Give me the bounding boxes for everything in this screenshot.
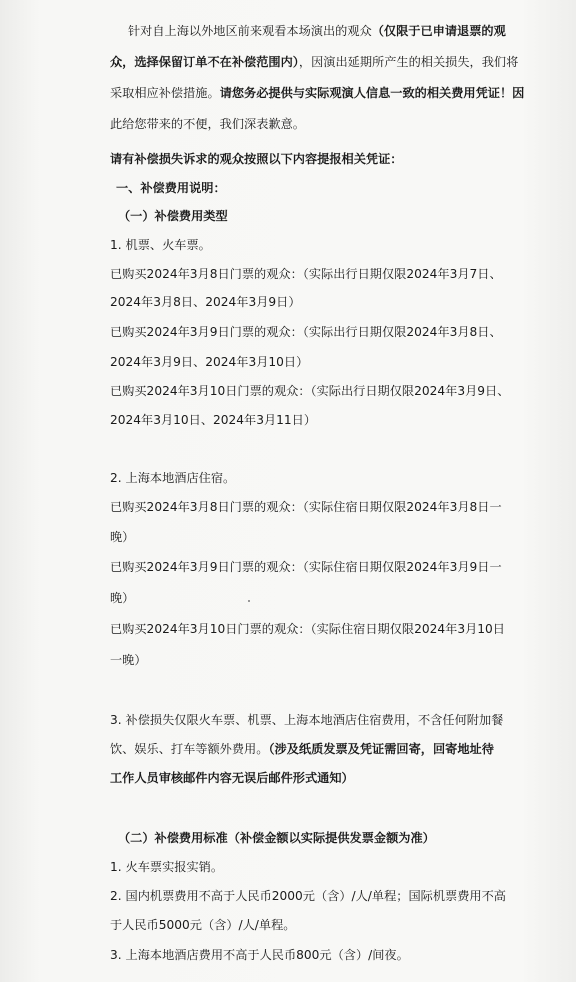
intro-bold-text: 众，选择保留订单不在补偿范围内） (110, 55, 299, 69)
intro-text: 采取相应补偿措施。 (110, 86, 220, 100)
item-1-row-1b: 2024年3月8日、2024年3月9日） (110, 295, 301, 309)
standard-2-line-2: 于人民币5000元（含）/人/单程。 (110, 918, 296, 932)
item-2-title: 2. 上海本地酒店住宿。 (110, 471, 236, 485)
item-1-row-2b: 2024年3月9日、2024年3月10日） (110, 355, 309, 369)
item-3-line-1: 3. 补偿损失仅限火车票、机票、上海本地酒店住宿费用，不含任何附加餐 (110, 713, 504, 727)
item-2-row-2a: 已购买2024年3月9日门票的观众：（实际住宿日期仅限2024年3月9日一 (110, 560, 502, 574)
subsection-1-title: （一）补偿费用类型 (118, 209, 228, 223)
subsection-2-title (118, 829, 568, 847)
standard-2-line-1: 2. 国内机票费用不高于人民币2000元（含）/人/单程；国际机票费用不高 (110, 889, 506, 903)
request-line: 请有补偿损失诉求的观众按照以下内容提报相关凭证： (110, 152, 403, 166)
item-2-row-1b: 晚） (110, 530, 135, 544)
intro-line-3 (110, 84, 560, 102)
intro-text: 针对自上海以外地区前来观看本场演出的观众 (128, 24, 372, 38)
item-2-row-1a: 已购买2024年3月8日门票的观众：（实际住宿日期仅限2024年3月8日一 (110, 500, 502, 514)
intro-text: ，因演出延期所产生的相关损失，我们将 (298, 55, 519, 69)
intro-line-1 (128, 22, 576, 40)
item-1-row-1a: 已购买2024年3月8日门票的观众：（实际出行日期仅限2024年3月7日、 (110, 267, 502, 281)
item-3-bold-text: （涉及纸质发票及凭证需回寄，回寄地址待 (268, 742, 494, 756)
section-1-title: 一、补偿费用说明： (116, 181, 226, 195)
intro-bold-text: （仅限于已申请退票的观 (371, 24, 506, 38)
standard-3: 3. 上海本地酒店费用不高于人民币800元（含）/间夜。 (110, 948, 409, 962)
intro-bold-text: 请您务必提供与实际观演人信息一致的相关费用凭证！因 (219, 86, 525, 100)
item-1-row-3a: 已购买2024年3月10日门票的观众：（实际出行日期仅限2024年3月9日、 (110, 384, 510, 398)
item-1-row-3b: 2024年3月10日、2024年3月11日） (110, 413, 317, 427)
subsection-2-title-text: （二）补偿费用标准 (118, 831, 228, 845)
item-2-row-3b: 一晚） (110, 653, 147, 667)
item-3-text: 饮、娱乐、打车等额外费用。 (110, 742, 269, 756)
item-1-title: 1. 机票、火车票。 (110, 238, 211, 252)
item-1-row-2a: 已购买2024年3月9日门票的观众：（实际出行日期仅限2024年3月8日、 (110, 325, 502, 339)
item-2-row-2b: 晚） (110, 591, 135, 605)
item-3-line-3: 工作人员审核邮件内容无误后邮件形式通知） (110, 771, 354, 785)
intro-line-2 (110, 53, 560, 71)
standard-1: 1. 火车票实报实销。 (110, 860, 224, 874)
subsection-2-title-note: （补偿金额以实际提供发票金额为准） (227, 831, 435, 845)
intro-line-4: 此给您带来的不便，我们深表歉意。 (110, 117, 305, 131)
scan-speck (248, 600, 250, 602)
item-2-row-3a: 已购买2024年3月10日门票的观众：（实际住宿日期仅限2024年3月10日 (110, 622, 505, 636)
item-3-line-2 (110, 740, 560, 758)
